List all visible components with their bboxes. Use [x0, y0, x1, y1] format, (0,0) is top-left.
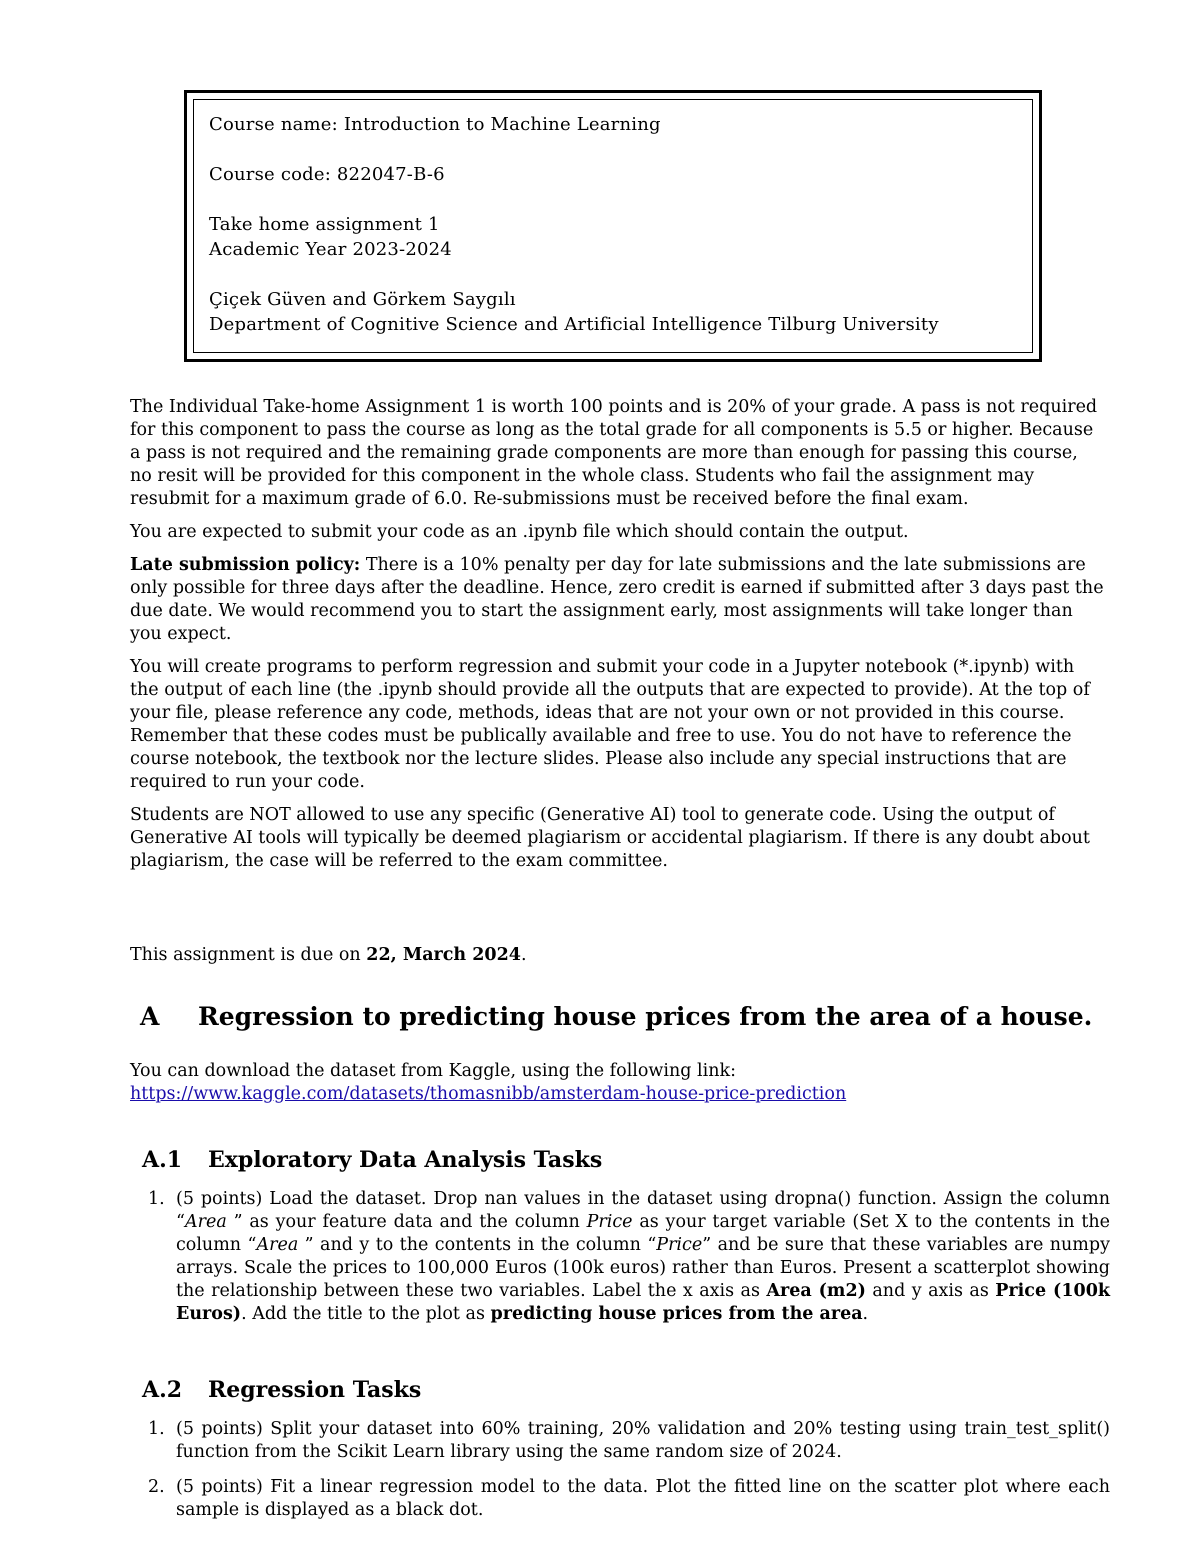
- academic-year: Academic Year 2023-2024: [209, 239, 452, 260]
- late-policy-text: There is a 10% penalty per day for late submissions and the late submissions are only possible for three days after the deadline. Hence, zero credit is earned if submitted after 3 days past the due date. We would recommend you to start the assignment early, most assignments will take longer than you expect.: [130, 555, 1104, 644]
- due-prefix: This assignment is due on: [130, 945, 367, 965]
- list-item-number: 1.: [148, 1189, 165, 1209]
- due-date-line: [130, 944, 1105, 967]
- section-a2-list: [148, 1418, 1110, 1534]
- section-a1-number: A.1: [142, 1147, 183, 1173]
- intro-paragraph-programs: You will create programs to perform regression and submit your code in a Jupyter notebook (*.ipynb) with the output of each line (the .ipynb should provide all the outputs that are expected to provide). At the top of your file, please reference any code, methods, ideas that are not your own or not provided in this course. Remember that these codes must be publically available and free to use. You do not have to reference the course notebook, the textbook nor the lecture slides. Please also include any special instructions that are required to run your code.: [130, 657, 1090, 792]
- late-policy-label: Late submission policy:: [130, 555, 361, 575]
- list-item: [148, 1476, 1110, 1522]
- section-a2-title: Regression Tasks: [208, 1377, 422, 1403]
- section-a-heading: [140, 1002, 1092, 1031]
- section-a2-number: A.2: [142, 1377, 183, 1403]
- late-policy-paragraph: [130, 554, 1105, 646]
- intro-paragraph-grading: The Individual Take-home Assignment 1 is worth 100 points and is 20% of your grade. A pass is not required for this component to pass the course as long as the total grade for all components is 5.5 or higher. Because a pass is not required and the remaining grade components are more than enough for passing this course, no resit will be provided for this component in the whole class. Students who fail the assignment may resubmit for a maximum grade of 6.0. Re-submissions must be received before the final exam.: [130, 397, 1098, 509]
- list-item-text: (5 points) Fit a linear regression model to the data. Plot the fitted line on the scatter plot where each sample is displayed as a black dot.: [176, 1477, 1110, 1520]
- section-a1-heading: [142, 1147, 602, 1173]
- section-a1-title: Exploratory Data Analysis Tasks: [208, 1147, 603, 1173]
- list-item-text: (5 points) Load the dataset. Drop nan values in the dataset using dropna() function. Assign the column “Area ” as your feature data and the column Price as your target variable (Set X to the contents in the column “Area ” and y to the contents in the column “Price” and be sure that these variables are numpy arrays. Scale the prices to 100,000 Euros (100k euros) rather than Euros. Present a scatterplot showing the relationship between these two variables. Label the x axis as Area (m2) and y axis as Price (100k Euros). Add the title to the plot as predicting house prices from the area.: [176, 1189, 1111, 1324]
- list-item: [148, 1418, 1110, 1464]
- kaggle-dataset-link[interactable]: https://www.kaggle.com/datasets/thomasnibb/amsterdam-house-price-prediction: [130, 1084, 847, 1104]
- intro-section: [130, 396, 1105, 883]
- course-info-box: [184, 90, 1042, 362]
- due-suffix: .: [520, 945, 527, 965]
- list-item-number: 1.: [148, 1419, 165, 1439]
- section-a2-heading: [142, 1377, 421, 1403]
- section-a1-list: [148, 1188, 1110, 1338]
- authors: Çiçek Güven and Görkem Saygılı: [209, 289, 516, 310]
- due-date: 22, March 2024: [366, 945, 521, 965]
- course-name: Course name: Introduction to Machine Learning: [209, 114, 661, 135]
- download-text: You can download the dataset from Kaggle, using the following link:: [130, 1061, 736, 1081]
- intro-paragraph-submission: You are expected to submit your code as an .ipynb file which should contain the output.: [130, 522, 909, 542]
- assignment-name: Take home assignment 1: [209, 214, 440, 235]
- list-item: [148, 1188, 1110, 1326]
- course-info-inner-border: [193, 99, 1033, 353]
- section-a-number: A: [140, 1002, 160, 1031]
- list-item-text: (5 points) Split your dataset into 60% training, 20% validation and 20% testing using train_test_split() function from the Scikit Learn library using the same random size of 2024.: [176, 1419, 1110, 1462]
- list-item-number: 2.: [148, 1477, 165, 1497]
- section-a-title: Regression to predicting house prices from the area of a house.: [198, 1002, 1093, 1031]
- dataset-download: [130, 1060, 1105, 1106]
- course-code: Course code: 822047-B-6: [209, 164, 445, 185]
- intro-paragraph-genai: Students are NOT allowed to use any specific (Generative AI) tool to generate code. Using the output of Generative AI tools will typically be deemed plagiarism or accidental plagiarism. If there is any doubt about plagiarism, the case will be referred to the exam committee.: [130, 805, 1090, 871]
- department: Department of Cognitive Science and Artificial Intelligence Tilburg University: [209, 314, 939, 335]
